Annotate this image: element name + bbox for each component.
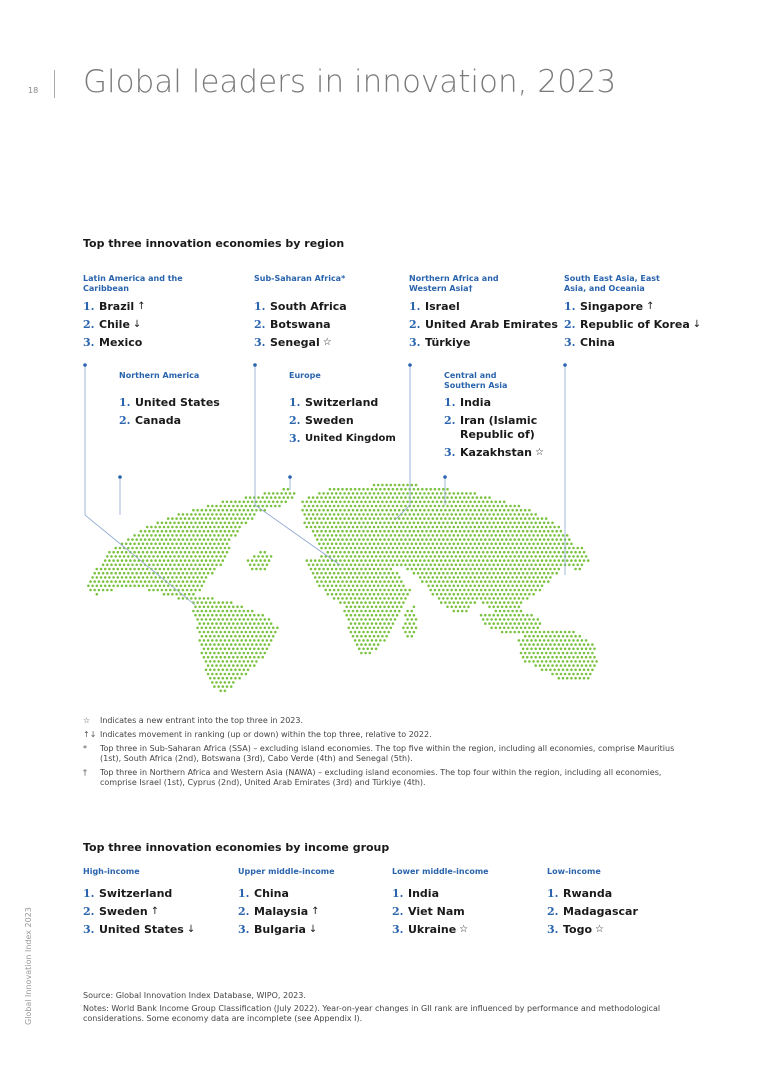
list-item [83,923,195,941]
economy-name: Malaysia [254,905,309,918]
rank-number: 2. [409,318,421,331]
note-item [83,744,693,764]
list-item [564,336,701,354]
rank-number: 2. [547,905,559,918]
economy-name: Israel [425,300,460,313]
dagger-icon: † [83,768,87,777]
economy-name: Kazakhstan [460,446,532,459]
arrow-down-icon: ↓ [186,924,196,935]
list-item [254,318,347,336]
star-icon: ☆ [459,924,469,935]
star-icon: ☆ [322,337,332,348]
economy-name: Senegal [270,336,320,349]
list-item [83,887,195,905]
star-icon: ☆ [534,447,544,458]
list-item [289,396,396,414]
rank-number: 3. [254,336,266,349]
economy-name: Brazil [99,300,135,313]
economy-name: India [460,396,491,409]
rank-number: 2. [119,414,131,427]
rank-number: 3. [409,336,421,349]
list-item [547,905,638,923]
region-label-northern-africa-western-asia: Northern Africa and Western Asia† [409,274,499,293]
economy-name: Türkiye [425,336,471,349]
economy-name: Singapore [580,300,644,313]
list-item [444,414,560,446]
region-list-central-southern-asia [444,396,560,464]
arrow-up-icon: ↑ [137,301,146,312]
list-item [564,318,701,336]
income-label-upper-middle: Upper middle-income [238,867,335,876]
income-label-high: High-income [83,867,140,876]
rank-number: 1. [254,300,266,313]
economy-name: Botswana [270,318,331,331]
list-item [238,905,320,923]
economy-name: Chile [99,318,130,331]
income-label-lower-middle: Lower middle-income [392,867,489,876]
rank-number: 1. [392,887,404,900]
region-label-latin-america: Latin America and the Caribbean [83,274,183,293]
source-block [83,991,693,1027]
arrow-down-icon: ↓ [132,319,142,330]
list-item [409,300,558,318]
list-item [392,887,468,905]
map-dots [87,484,598,692]
note-text: Indicates movement in ranking (up or down) within the top three, relative to 2022. [100,730,432,739]
asterisk-icon: * [83,744,87,753]
income-list-low [547,887,638,941]
economy-name: United Kingdom [305,433,396,444]
region-label-central-southern-asia: Central and Southern Asia [444,371,508,390]
source-text: Source: Global Innovation Index Database, WIPO, 2023. [83,991,306,1000]
note-item [83,730,693,740]
income-label-low: Low-income [547,867,601,876]
regions-heading: Top three innovation economies by region [83,237,345,250]
economy-name: Mexico [99,336,143,349]
list-item [547,923,638,941]
economy-name: Canada [135,414,182,427]
list-item [83,336,146,354]
list-item [119,396,220,414]
list-item [83,905,195,923]
rank-number: 2. [83,905,95,918]
rank-number: 2. [254,318,266,331]
economy-name: Viet Nam [408,905,465,918]
side-running-label: Global Innovation Index 2023 [24,907,33,1025]
list-item [564,300,701,318]
rank-number: 2. [392,905,404,918]
region-label-sub-saharan-africa: Sub-Saharan Africa* [254,274,346,283]
source-notes: Notes: World Bank Income Group Classification (July 2022). Year-on-year changes in GII rank are influenced by performance and methodological considerations. Some economy data are incomplete (see Appendix I). [83,1004,661,1023]
rank-number: 1. [119,396,131,409]
income-list-upper-middle [238,887,320,941]
note-item [83,768,693,788]
economy-name: China [580,336,615,349]
list-item [547,887,638,905]
economy-name: United States [99,923,184,936]
list-item [409,336,558,354]
rank-number: 1. [238,887,250,900]
economy-name: Republic of Korea [580,318,690,331]
rank-number: 3. [289,432,301,445]
rank-number: 3. [547,923,559,936]
rank-number: 2. [83,318,95,331]
region-list-northern-africa-western-asia [409,300,558,354]
list-item [392,905,468,923]
rank-number: 3. [83,336,95,349]
region-label-asia-oceania: South East Asia, East Asia, and Oceania [564,274,660,293]
rank-number: 3. [238,923,250,936]
rank-number: 1. [564,300,576,313]
region-list-sub-saharan-africa [254,300,347,354]
list-item [392,923,468,941]
note-text: Indicates a new entrant into the top three in 2023. [100,716,304,725]
star-icon: ☆ [83,716,91,725]
economy-name: Sweden [99,905,148,918]
rank-number: 3. [564,336,576,349]
region-list-asia-oceania [564,300,701,354]
list-item [289,414,396,432]
list-item [444,396,560,414]
rank-number: 3. [444,446,456,459]
economy-name: Switzerland [99,887,173,900]
page-title: Global leaders in innovation, 2023 [83,64,617,100]
rank-number: 2. [444,414,456,427]
page-number: 18 [28,86,39,95]
list-item [238,923,320,941]
arrow-up-icon: ↑ [646,301,655,312]
rank-number: 1. [289,396,301,409]
note-text: Top three in Northern Africa and Western Asia (NAWA) – excluding island economies. The top four within the region, including all economies, comprise Israel (1st), Cyprus (2nd), United Arab Emirates (3rd) and Türkiye (4th). [100,768,662,787]
list-item [289,432,396,450]
rank-number: 1. [409,300,421,313]
economy-name: Ukraine [408,923,457,936]
income-heading: Top three innovation economies by income group [83,841,390,854]
economy-name: Togo [563,923,593,936]
rank-number: 2. [289,414,301,427]
arrow-up-icon: ↑ [311,906,320,917]
list-item [254,336,347,354]
list-item [83,318,146,336]
arrow-down-icon: ↓ [308,924,318,935]
economy-name: Madagascar [563,905,638,918]
rank-number: 2. [238,905,250,918]
list-item [119,414,220,432]
list-item [238,887,320,905]
list-item [409,318,558,336]
economy-name: China [254,887,289,900]
income-list-lower-middle [392,887,468,941]
star-icon: ☆ [595,924,604,935]
region-list-northern-america [119,396,220,432]
arrow-down-icon: ↓ [692,319,702,330]
rank-number: 3. [83,923,95,936]
region-list-latin-america [83,300,146,354]
list-item [444,446,560,464]
economy-name: Iran (Islamic Republic of) [460,414,538,441]
rank-number: 2. [564,318,576,331]
economy-name: Rwanda [563,887,613,900]
economy-name: South Africa [270,300,347,313]
region-list-europe [289,396,396,450]
rank-number: 1. [83,887,95,900]
region-label-europe: Europe [289,371,321,380]
list-item [83,300,146,318]
economy-name: India [408,887,439,900]
legend-notes [83,716,693,792]
economy-name: Sweden [305,414,354,427]
rank-number: 1. [444,396,456,409]
rank-number: 1. [83,300,95,313]
region-label-northern-america: Northern America [119,371,200,380]
arrow-up-icon: ↑ [150,906,160,917]
economy-name: United Arab Emirates [425,318,558,331]
economy-name: Bulgaria [254,923,306,936]
note-item [83,716,693,726]
list-item [254,300,347,318]
income-list-high [83,887,195,941]
economy-name: Switzerland [305,396,379,409]
rank-number: 3. [392,923,404,936]
economy-name: United States [135,396,220,409]
arrows-up-down-icon: ↑↓ [83,730,97,739]
rank-number: 1. [547,887,559,900]
note-text: Top three in Sub-Saharan Africa (SSA) – excluding island economies. The top five within the region, including all economies, comprise Mauritius (1st), South Africa (2nd), Botswana (3rd), Cabo Verde (4th) and Senegal (5th). [100,744,675,763]
